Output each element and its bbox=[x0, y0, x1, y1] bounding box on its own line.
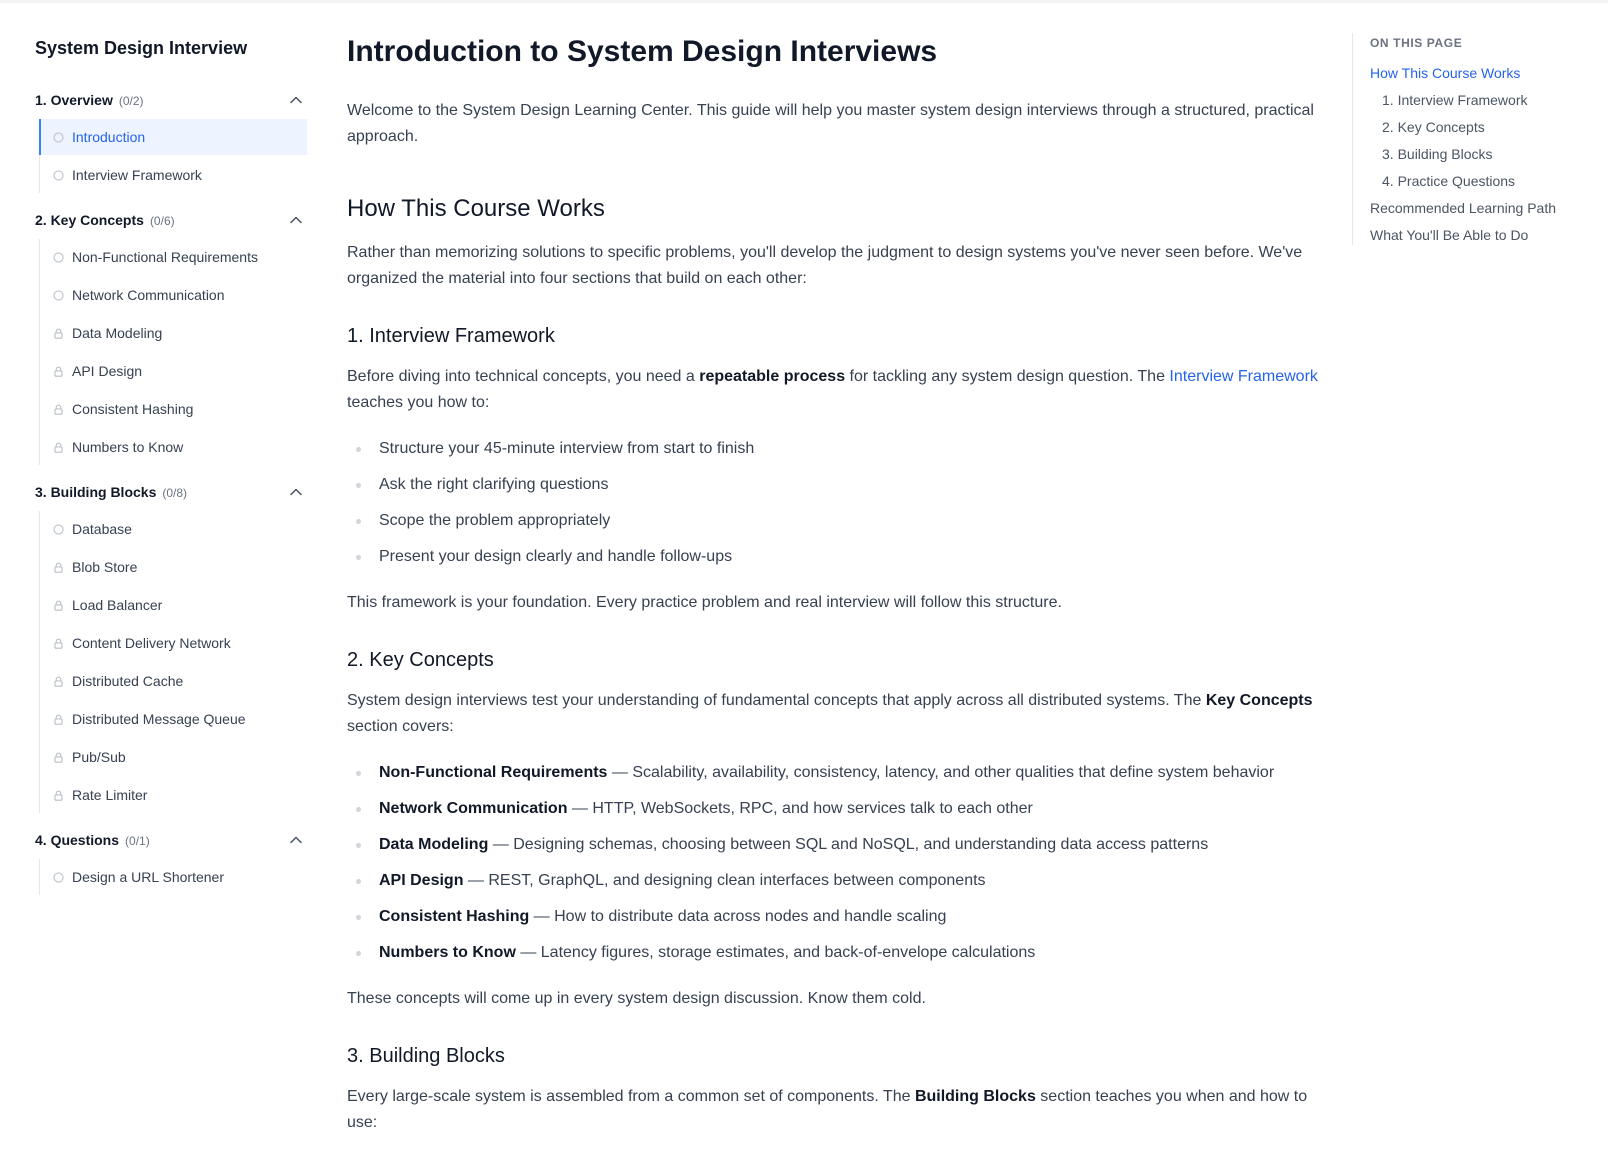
text-span: Before diving into technical concepts, you need a bbox=[347, 368, 700, 385]
how-course-works-heading: How This Course Works bbox=[347, 195, 605, 222]
key-concepts-paragraph bbox=[347, 688, 1331, 740]
section-header-overview[interactable] bbox=[35, 87, 307, 113]
section-progress: (0/8) bbox=[162, 486, 188, 500]
list-item: Present your design clearly and handle follow-ups bbox=[347, 544, 1331, 570]
sidebar-item-design-a-url-shortener[interactable] bbox=[40, 859, 307, 895]
sidebar-item-interview-framework[interactable] bbox=[40, 157, 307, 193]
sidebar-item-label: Numbers to Know bbox=[72, 439, 184, 455]
sidebar-item-blob-store[interactable] bbox=[40, 549, 307, 585]
sidebar-item-label: Introduction bbox=[72, 129, 146, 145]
sidebar-item-label: Database bbox=[72, 521, 132, 537]
sidebar-item-label: Data Modeling bbox=[72, 325, 163, 341]
chevron-up-icon[interactable] bbox=[289, 485, 303, 499]
section-progress: (0/2) bbox=[118, 94, 144, 108]
framework-paragraph bbox=[347, 364, 1331, 416]
key-concepts-list bbox=[347, 760, 1331, 966]
circle-icon bbox=[53, 132, 64, 143]
circle-icon bbox=[53, 290, 64, 301]
key-concepts-closing: These concepts will come up in every system design discussion. Know them cold. bbox=[347, 990, 926, 1007]
list-item: Ask the right clarifying questions bbox=[347, 472, 1331, 498]
toc-title: ON THIS PAGE bbox=[1370, 36, 1463, 50]
toc-link-practice-questions[interactable]: 4. Practice Questions bbox=[1382, 173, 1516, 189]
text-span: System design interviews test your understanding of fundamental concepts that apply across all distributed systems. The bbox=[347, 692, 1206, 709]
section-header-questions[interactable] bbox=[35, 827, 307, 853]
framework-closing: This framework is your foundation. Every practice problem and real interview will follow this structure. bbox=[347, 594, 1062, 611]
circle-icon bbox=[53, 170, 64, 181]
bold-text: Key Concepts bbox=[1205, 692, 1313, 709]
sidebar-item-distributed-message-queue[interactable] bbox=[40, 701, 307, 737]
sidebar-item-introduction[interactable] bbox=[39, 119, 307, 155]
section-items bbox=[39, 511, 307, 813]
toc-link-recommended-learning-path[interactable]: Recommended Learning Path bbox=[1370, 200, 1557, 216]
lock-icon bbox=[53, 676, 64, 687]
list-term: Consistent Hashing bbox=[379, 908, 530, 925]
toc-link-building-blocks[interactable]: 3. Building Blocks bbox=[1382, 146, 1493, 162]
list-term: Network Communication bbox=[379, 800, 568, 817]
section-header-key-concepts[interactable] bbox=[35, 207, 307, 233]
list-item bbox=[347, 832, 1331, 858]
framework-heading: 1. Interview Framework bbox=[347, 325, 555, 347]
key-concepts-heading: 2. Key Concepts bbox=[347, 649, 494, 671]
list-term: Non-Functional Requirements bbox=[379, 764, 608, 781]
sidebar-item-consistent-hashing[interactable] bbox=[40, 391, 307, 427]
list-item bbox=[347, 868, 1331, 894]
sidebar-item-rate-limiter[interactable] bbox=[40, 777, 307, 813]
sidebar-item-numbers-to-know[interactable] bbox=[40, 429, 307, 465]
sidebar-item-label: Distributed Cache bbox=[72, 673, 184, 689]
framework-list bbox=[347, 436, 1331, 570]
toc-link-key-concepts[interactable]: 2. Key Concepts bbox=[1382, 119, 1485, 135]
circle-icon bbox=[53, 252, 64, 263]
text-span: section covers: bbox=[347, 718, 454, 735]
sidebar-item-distributed-cache[interactable] bbox=[40, 663, 307, 699]
sidebar bbox=[0, 0, 318, 1163]
lock-icon bbox=[53, 600, 64, 611]
lock-icon bbox=[53, 328, 64, 339]
sidebar-item-pub-sub[interactable] bbox=[40, 739, 307, 775]
lock-icon bbox=[53, 442, 64, 453]
list-desc: — Designing schemas, choosing between SQL and NoSQL, and understanding data access patterns bbox=[488, 836, 1209, 853]
sidebar-item-label: Distributed Message Queue bbox=[72, 711, 246, 727]
sidebar-item-label: Rate Limiter bbox=[72, 787, 148, 803]
circle-icon bbox=[53, 524, 64, 535]
course-title: System Design Interview bbox=[35, 38, 248, 58]
section-name: 2. Key Concepts bbox=[35, 212, 144, 228]
list-desc: — Scalability, availability, consistency, latency, and other qualities that define system behavior bbox=[607, 764, 1275, 781]
text-span: Every large-scale system is assembled from a common set of components. The bbox=[347, 1088, 915, 1105]
sidebar-item-load-balancer[interactable] bbox=[40, 587, 307, 623]
section-progress: (0/6) bbox=[149, 214, 175, 228]
lock-icon bbox=[53, 638, 64, 649]
toc-link-interview-framework[interactable]: 1. Interview Framework bbox=[1382, 92, 1528, 108]
section-name: 1. Overview bbox=[35, 92, 113, 108]
list-item bbox=[347, 904, 1331, 930]
section-progress: (0/1) bbox=[125, 834, 150, 848]
how-course-works-paragraph: Rather than memorizing solutions to specific problems, you'll develop the judgment to design systems you've never seen before. We've organized the material into four sections that build on each other: bbox=[347, 244, 1303, 287]
section-items bbox=[39, 239, 307, 465]
toc-link-how-this-course-works[interactable]: How This Course Works bbox=[1370, 65, 1521, 81]
main-content bbox=[347, 30, 1331, 1136]
circle-icon bbox=[53, 872, 64, 883]
sidebar-section-key-concepts bbox=[35, 207, 318, 465]
text-span: for tackling any system design question. The bbox=[845, 368, 1170, 385]
sidebar-item-network-communication[interactable] bbox=[40, 277, 307, 313]
section-items bbox=[39, 119, 307, 193]
sidebar-item-database[interactable] bbox=[40, 511, 307, 547]
sidebar-item-label: API Design bbox=[72, 363, 143, 379]
section-header-building-blocks[interactable] bbox=[35, 479, 307, 505]
sidebar-section-questions bbox=[35, 827, 318, 895]
section-items bbox=[39, 859, 307, 895]
sidebar-item-data-modeling[interactable] bbox=[40, 315, 307, 351]
interview-framework-link[interactable]: Interview Framework bbox=[1169, 368, 1318, 385]
building-blocks-paragraph bbox=[347, 1084, 1331, 1136]
sidebar-item-content-delivery-network[interactable] bbox=[40, 625, 307, 661]
sidebar-item-label: Consistent Hashing bbox=[72, 401, 194, 417]
sidebar-section-overview bbox=[35, 87, 318, 193]
section-name: 4. Questions bbox=[35, 832, 120, 848]
lock-icon bbox=[53, 752, 64, 763]
bold-text: Building Blocks bbox=[914, 1088, 1036, 1105]
building-blocks-heading: 3. Building Blocks bbox=[347, 1045, 505, 1067]
sidebar-item-api-design[interactable] bbox=[40, 353, 307, 389]
list-item: Scope the problem appropriately bbox=[347, 508, 1331, 534]
lock-icon bbox=[53, 790, 64, 801]
text-span: section teaches you when and how to use: bbox=[347, 1088, 1308, 1131]
sidebar-item-label: Non-Functional Requirements bbox=[72, 249, 258, 265]
list-desc: — How to distribute data across nodes and handle scaling bbox=[529, 908, 947, 925]
list-term: API Design bbox=[379, 872, 464, 889]
list-item: Structure your 45-minute interview from start to finish bbox=[347, 436, 1331, 462]
page-title: Introduction to System Design Interviews bbox=[347, 35, 938, 68]
list-term: Data Modeling bbox=[379, 836, 489, 853]
chevron-up-icon[interactable] bbox=[289, 93, 303, 107]
sidebar-item-non-functional-requirements[interactable] bbox=[40, 239, 307, 275]
intro-paragraph: Welcome to the System Design Learning Center. This guide will help you master system design interviews through a structured, practical approach. bbox=[347, 102, 1314, 145]
text-span: teaches you how to: bbox=[347, 394, 490, 411]
sidebar-section-building-blocks bbox=[35, 479, 318, 813]
list-item bbox=[347, 760, 1331, 786]
bold-text: repeatable process bbox=[699, 368, 846, 385]
list-item bbox=[347, 796, 1331, 822]
sidebar-item-label: Load Balancer bbox=[72, 597, 163, 613]
section-name: 3. Building Blocks bbox=[35, 484, 157, 500]
lock-icon bbox=[53, 366, 64, 377]
lock-icon bbox=[53, 562, 64, 573]
toc-link-what-youll-be-able-to-do[interactable]: What You'll Be Able to Do bbox=[1370, 227, 1529, 243]
list-desc: — REST, GraphQL, and designing clean interfaces between components bbox=[463, 872, 986, 889]
sidebar-item-label: Blob Store bbox=[72, 559, 138, 575]
sidebar-item-label: Pub/Sub bbox=[72, 749, 126, 765]
chevron-up-icon[interactable] bbox=[289, 213, 303, 227]
sidebar-item-label: Interview Framework bbox=[72, 167, 202, 183]
on-this-page-toc bbox=[1352, 33, 1592, 245]
list-item bbox=[347, 940, 1331, 966]
lock-icon bbox=[53, 404, 64, 415]
sidebar-item-label: Network Communication bbox=[72, 287, 225, 303]
lock-icon bbox=[53, 714, 64, 725]
sidebar-item-label: Design a URL Shortener bbox=[72, 869, 225, 885]
sidebar-item-label: Content Delivery Network bbox=[72, 635, 231, 651]
chevron-up-icon[interactable] bbox=[289, 833, 303, 847]
list-desc: — Latency figures, storage estimates, and back-of-envelope calculations bbox=[515, 944, 1036, 961]
list-term: Numbers to Know bbox=[379, 944, 516, 961]
list-desc: — HTTP, WebSockets, RPC, and how services talk to each other bbox=[567, 800, 1033, 817]
